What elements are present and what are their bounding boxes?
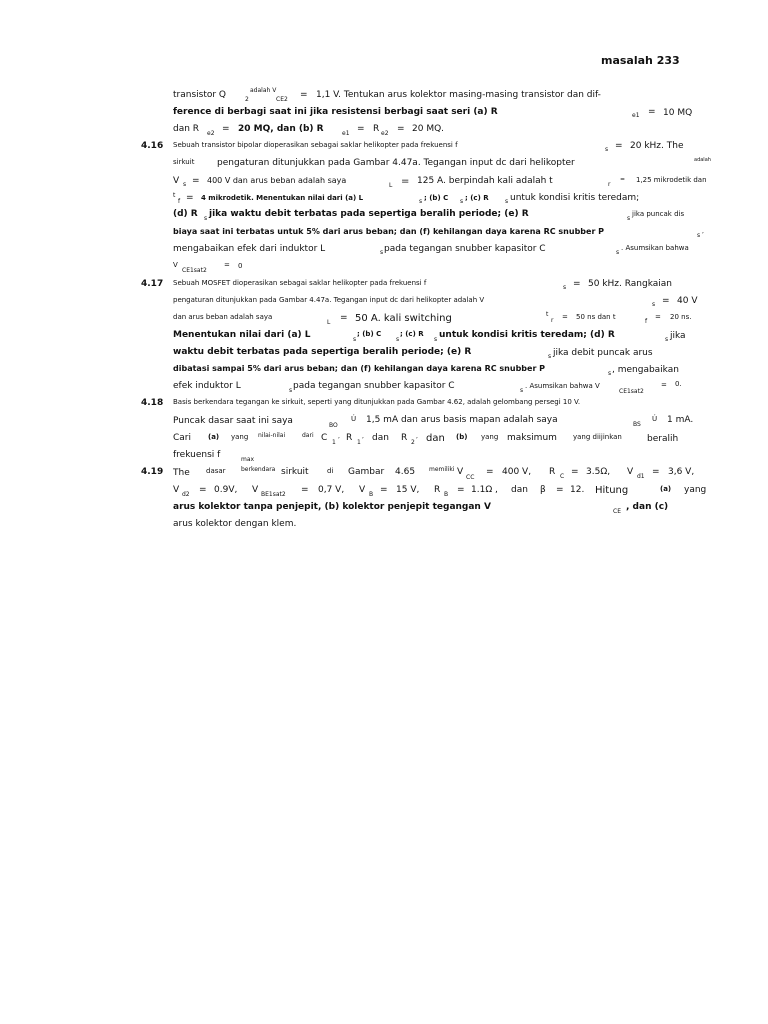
text-fragment: = [222,124,230,134]
text-fragment: = [340,313,348,323]
text-fragment: = [648,107,656,117]
text-fragment: Ú [351,415,357,423]
text-fragment: untuk kondisi kritis teredam; [510,193,640,203]
text-fragment: V [359,485,366,495]
text-subscript: s [608,370,612,377]
text-subscript: BE1sat2 [261,491,286,498]
text-subscript: 2 [245,96,249,103]
text-fragment: memiliki [429,466,455,473]
text-fragment: = [661,381,667,389]
text-fragment: (a) [208,433,220,441]
text-fragment: pengaturan ditunjukkan pada Gambar 4.47a. Tegangan input dc dari helikopter [217,158,575,168]
text-fragment: beralih [647,434,679,444]
text-subscript: s [505,198,509,205]
text-fragment: R [549,467,556,477]
text-fragment: dari [302,432,314,439]
text-fragment: ; (b) C [424,194,449,202]
text-fragment: = [397,124,405,134]
text-fragment: Ú [652,415,658,423]
text-fragment: = [571,467,579,477]
text-subscript: s [289,387,293,394]
text-fragment: = [192,176,200,186]
text-fragment: ; (c) R [465,194,489,202]
text-fragment: 0 [238,262,243,270]
text-fragment: = [573,279,581,289]
text-subscript: B [444,491,449,498]
text-fragment: R [401,433,408,443]
text-fragment: dasar [206,467,226,475]
text-fragment: Puncak dasar saat ini saya [173,416,293,426]
text-subscript: s [380,249,384,256]
text-fragment: = [615,141,623,151]
text-fragment: = [186,193,194,203]
text-fragment: ; (c) R [400,330,424,338]
text-fragment: Basis berkendara tegangan ke sirkuit, seperti yang ditunjukkan pada Gambar 4.62, adalah gelombang persegi 10 V. [173,398,581,406]
text-fragment: 125 A. berpindah kali adalah t [417,176,553,186]
text-fragment: 40 V [677,296,698,306]
text-subscript: s [396,336,400,343]
text-fragment: V [173,176,180,186]
text-fragment: 20 MQ, dan (b) R [238,124,324,134]
text-subscript: s [419,198,423,205]
text-fragment: adalah [694,157,711,163]
text-fragment: 400 V, [502,467,532,477]
text-subscript: d1 [637,473,645,480]
text-fragment: 50 kHz. Rangkaian [588,279,673,289]
text-fragment: = [300,90,308,100]
text-fragment: . Asumsikan bahwa V [525,382,600,390]
text-fragment: = [224,261,230,269]
text-fragment: dan [426,433,445,444]
text-fragment: transistor Q [173,90,227,100]
text-fragment: C [321,433,328,443]
text-subscript: s [697,232,701,239]
text-subscript: max [241,456,255,463]
text-subscript: e1 [632,112,640,119]
text-fragment: 0,7 V, [318,485,345,495]
text-fragment: berkendara [241,466,276,473]
text-fragment: 1,25 mikrodetik dan [636,176,707,184]
text-fragment: yang [481,433,499,441]
text-fragment: jika [670,331,686,341]
text-fragment: V [252,485,259,495]
text-subscript: f [645,318,648,325]
problem-number: 4.16 [141,141,164,151]
text-fragment: R [346,433,353,443]
text-fragment: 20 MQ. [412,124,445,134]
text-fragment: Sebuah transistor bipolar dioperasikan sebagai saklar helikopter pada frekuensi f [173,141,458,149]
text-fragment: Cari [173,433,191,443]
text-subscript: s [665,336,669,343]
text-fragment: V [627,467,634,477]
text-fragment: 50 A. kali switching [355,313,452,324]
text-subscript: CE2 [276,96,288,103]
text-fragment: = [662,296,670,306]
text-fragment: (a) [660,485,672,493]
text-fragment: 1,5 mA dan arus basis mapan adalah saya [366,415,558,425]
text-subscript: s [353,336,357,343]
text-fragment: adalah V [250,87,277,94]
text-fragment: pengaturan ditunjukkan pada Gambar 4.47a. Tegangan input dc dari helikopter adalah V [173,296,485,304]
text-fragment: V [173,485,180,495]
text-fragment: sirkuit [173,158,195,166]
text-fragment: 0.9V, [214,485,238,495]
text-subscript: s [183,181,187,188]
text-subscript: s [520,387,524,394]
text-fragment: pada tegangan snubber kapasitor C [384,244,546,254]
text-subscript: BS [633,421,641,428]
text-fragment: sirkuit [281,467,309,477]
text-subscript: s [548,353,552,360]
text-fragment: 1 mA. [667,415,694,425]
text-fragment: untuk kondisi kritis teredam; (d) R [439,330,615,340]
text-fragment: = [199,485,207,495]
text-fragment: V [457,467,464,477]
text-subscript: BO [329,422,338,429]
text-subscript: s [563,284,567,291]
problem-number: 4.19 [141,467,164,477]
text-fragment: 12. [570,485,585,495]
text-subscript: r [608,181,611,188]
text-subscript: s [460,198,464,205]
text-fragment: 20 ns. [670,313,692,321]
text-subscript: f [178,198,181,205]
text-subscript: s [204,215,208,222]
text-subscript: e2 [381,130,389,137]
text-fragment: = [457,485,465,495]
text-fragment: di [327,467,334,475]
text-fragment: Hitung [595,485,629,496]
text-subscript: CE [613,508,621,515]
text-fragment: , mengabaikan [612,365,679,375]
text-fragment: 50 ns dan t [576,313,616,321]
text-fragment: 15 V, [396,485,420,495]
text-fragment: = [652,467,660,477]
text-fragment: = [620,176,626,183]
text-subscript: 1 [357,439,361,446]
problem-number: 4.17 [141,279,164,289]
text-fragment: dibatasi sampai 5% dari arus beban; dan (f) kehilangan daya karena RC snubber P [173,364,546,373]
text-fragment: , [416,433,418,440]
text-fragment: β [540,485,546,495]
text-fragment: , dan (c) [626,502,669,512]
text-fragment: R [373,124,380,134]
text-fragment: jika puncak dis [632,210,685,218]
text-fragment: 3,6 V, [668,467,695,477]
text-fragment: = [301,485,309,495]
text-fragment: 4 mikrodetik. Menentukan nilai dari (a) L [201,194,364,202]
text-fragment: = [357,124,365,134]
text-fragment: Sebuah MOSFET dioperasikan sebagai saklar helikopter pada frekuensi f [173,279,427,287]
text-fragment: (d) R [173,209,198,219]
text-fragment: waktu debit terbatas pada sepertiga beralih periode; (e) R [173,347,472,357]
text-fragment: = [486,467,494,477]
text-subscript: 2 [411,439,415,446]
text-fragment: = [380,485,388,495]
text-subscript: e1 [342,130,350,137]
text-fragment: 4.65 [395,467,416,477]
text-fragment: efek induktor L [173,381,241,391]
text-fragment: arus kolektor dengan klem. [173,519,297,529]
text-fragment: ference di berbagi saat ini jika resistensi berbagi saat seri (a) R [173,107,498,117]
text-fragment: arus kolektor tanpa penjepit, (b) kolektor penjepit tegangan V [173,502,491,512]
text-fragment: jika debit puncak arus [553,348,653,358]
text-fragment: mengabaikan efek dari induktor L [173,244,326,254]
text-subscript: s [627,215,631,222]
text-fragment: , [362,433,364,440]
problem-number: 4.18 [141,398,164,408]
text-fragment: ; (b) C [357,330,382,338]
text-subscript: s [434,336,438,343]
text-fragment: 1,1 V. Tentukan arus kolektor masing-masing transistor dan dif- [316,90,601,100]
text-subscript: C [560,473,565,480]
text-fragment: = [655,313,661,321]
text-fragment: . Asumsikan bahwa [621,244,689,252]
text-fragment: R [434,485,441,495]
text-fragment: V [173,261,178,269]
text-fragment: Gambar [348,467,385,477]
text-subscript: L [389,182,393,189]
text-fragment: 0. [675,380,682,388]
text-subscript: 1 [332,439,336,446]
text-subscript: B [369,491,374,498]
text-fragment: (b) [456,433,468,441]
text-fragment: 1.1Ω , [471,485,498,495]
text-fragment: , [338,433,340,440]
text-fragment: pada tegangan snubber kapasitor C [293,381,455,391]
page-header-title: masalah 233 [601,54,680,67]
text-fragment: , [702,228,704,235]
text-fragment: 10 MQ [663,108,693,118]
text-fragment: 3.5Ω, [586,467,611,477]
text-fragment: = [562,313,568,321]
text-fragment: = [556,485,564,495]
text-subscript: CC [466,474,475,481]
text-fragment: The [173,468,190,478]
text-subscript: s [605,146,609,153]
text-subscript: r [551,317,554,324]
text-fragment: 400 V dan arus beban adalah saya [207,176,347,185]
text-subscript: s [652,301,656,308]
text-subscript: CE1sat2 [619,388,644,395]
text-subscript: s [616,249,620,256]
text-fragment: yang [231,433,249,441]
text-fragment: dan arus beban adalah saya [173,313,273,321]
text-fragment: biaya saat ini terbatas untuk 5% dari arus beban; dan (f) kehilangan daya karena RC snubber P [173,227,605,236]
text-fragment: frekuensi f [173,450,221,460]
text-fragment: dan R [173,124,200,134]
text-fragment: yang [684,485,707,495]
text-fragment: = [401,176,410,187]
text-fragment: t [546,311,549,318]
text-subscript: L [327,319,331,326]
text-subscript: CE1sat2 [182,267,207,274]
text-subscript: e2 [207,130,215,137]
text-fragment: jika waktu debit terbatas pada sepertiga beralih periode; (e) R [209,209,529,219]
text-fragment: t [173,192,176,199]
text-fragment: dan [372,433,389,443]
text-fragment: nilai-nilai [258,432,286,439]
text-fragment: Menentukan nilai dari (a) L [173,330,311,340]
text-fragment: dan [511,485,528,495]
text-fragment: 20 kHz. The [630,141,684,151]
text-fragment: maksimum [507,433,557,443]
text-fragment: yang diijinkan [573,433,622,441]
text-subscript: d2 [182,491,190,498]
